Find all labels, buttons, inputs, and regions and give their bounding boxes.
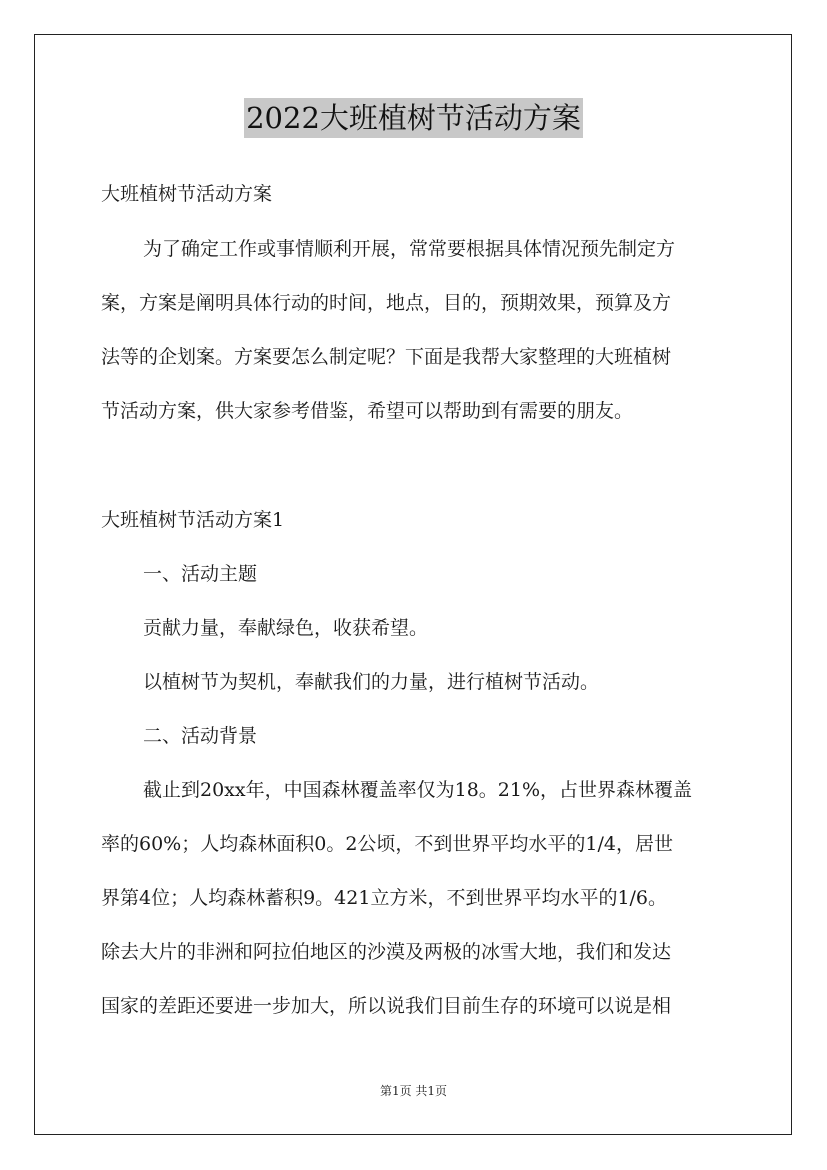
paragraph-line: 率的60%；人均森林面积0。2公顷，不到世界平均水平的1/4，居世 <box>101 833 673 855</box>
paragraph-line: 截止到20xx年，中国森林覆盖率仅为18。21%，占世界森林覆盖 <box>143 779 693 801</box>
paragraph-line: 节活动方案，供大家参考借鉴，希望可以帮助到有需要的朋友。 <box>101 400 634 422</box>
paragraph-line: 为了确定工作或事情顺利开展，常常要根据具体情况预先制定方 <box>143 238 676 260</box>
page-footer: 第1页 共1页 <box>379 1084 448 1098</box>
paragraph-line: 国家的差距还要进一步加大，所以说我们目前生存的环境可以说是相 <box>101 995 672 1017</box>
paragraph-line: 案，方案是阐明具体行动的时间，地点，目的，预期效果，预算及方 <box>101 292 672 314</box>
subtitle-line: 大班植树节活动方案 <box>101 183 273 205</box>
paragraph-line: 贡献力量，奉献绿色，收获希望。 <box>143 617 429 639</box>
paragraph-line: 界第4位；人均森林蓄积9。421立方米，不到世界平均水平的1/6。 <box>101 887 668 909</box>
document-title: 2022大班植树节活动方案 <box>244 98 583 138</box>
paragraph-line: 以植树节为契机，奉献我们的力量，进行植树节活动。 <box>143 671 600 693</box>
paragraph-line: 法等的企划案。方案要怎么制定呢？下面是我帮大家整理的大班植树 <box>101 346 672 368</box>
paragraph-line: 除去大片的非洲和阿拉伯地区的沙漠及两极的冰雪大地，我们和发达 <box>101 941 672 963</box>
title-container <box>0 98 827 138</box>
subsection-heading: 二、活动背景 <box>143 725 258 747</box>
section-heading: 大班植树节活动方案1 <box>101 509 285 531</box>
subsection-heading: 一、活动主题 <box>143 563 258 585</box>
